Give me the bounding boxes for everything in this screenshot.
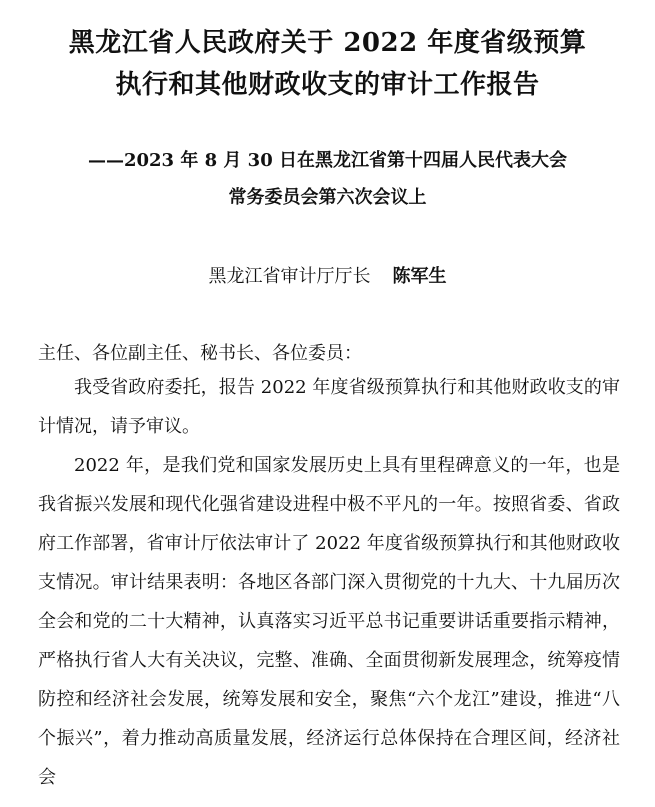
report-title-line-1: 黑龙江省人民政府关于 2022 年度省级预算	[68, 28, 587, 58]
author-title: 黑龙江省审计厅厅长	[208, 266, 371, 287]
meeting-subtitle-line-1: ——2023 年 8 月 30 日在黑龙江省第十四届人民代表大会	[87, 150, 567, 171]
salutation: 主任、各位副主任、秘书长、各位委员：	[38, 343, 362, 364]
meeting-subtitle-line-2: 常务委员会第六次会议上	[228, 187, 427, 208]
report-title-line-2: 执行和其他财政收支的审计工作报告	[115, 70, 540, 100]
author-line	[0, 262, 655, 288]
body-paragraph-2: 2022 年，是我们党和国家发展历史上具有里程碑意义的一年，也是我省振兴发展和现代化强省建设进程中极不平凡的一年。按照省委、省政府工作部署，省审计厅依法审计了 2022 年度省级预算执行和其他财政收支情况。审计结果表明：各地区各部门深入贯彻党的十九大、十九届历次全会和党的二十大精神，认真落实习近平总书记重要讲话重要指示精神，严格执行省人大有关决议，完整、准确、全面贯彻新发展理念，统筹疫情防控和经济社会发展，统筹发展和安全，聚焦“六个龙江”建设，推进“八个振兴”，着力推动高质量发展，经济运行总体保持在合理区间，经济社会	[38, 455, 620, 788]
body-paragraph-1: 我受省政府委托，报告 2022 年度省级预算执行和其他财政收支的审计情况，请予审议。	[38, 377, 620, 437]
author-name: 陈军生	[392, 266, 447, 287]
